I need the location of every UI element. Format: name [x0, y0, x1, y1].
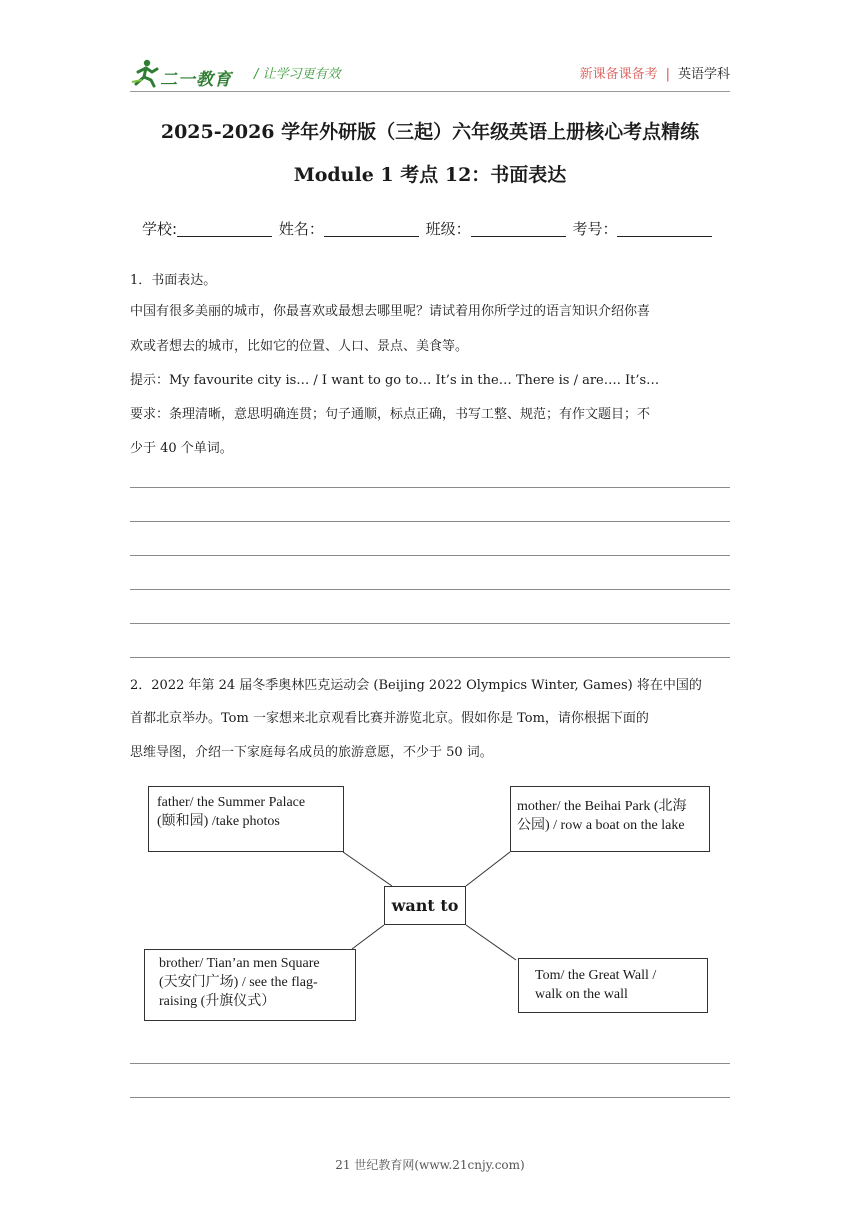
mindmap-brother-box: [144, 949, 356, 1021]
brother-line2: (天安门广场) / see the flag-: [159, 975, 318, 990]
slogan: / 让学习更有效: [254, 67, 341, 82]
mother-line1: mother/ the Beihai Park (北海: [517, 799, 687, 814]
mother-line2: 公园) / row a boat on the lake: [517, 818, 685, 833]
mindmap-mother-box: [510, 786, 710, 852]
brother-line1: brother/ Tian’an men Square: [159, 956, 320, 971]
mindmap-center: want to: [384, 886, 466, 925]
name-label: 姓名：: [278, 220, 324, 238]
header-subject: 英语学科: [677, 67, 730, 82]
father-line2: (颐和园) /take photos: [157, 814, 280, 829]
page-footer: 21 世纪教育网(www.21cnjy.com): [335, 1158, 525, 1172]
brother-line3: raising (升旗仪式）: [159, 994, 276, 1009]
school-label: 学校:: [142, 220, 178, 238]
father-line1: father/ the Summer Palace: [157, 795, 306, 810]
header-right-text: 新课备课备考: [579, 67, 658, 82]
tom-line2: walk on the wall: [535, 987, 628, 1002]
connector-tom: [466, 925, 516, 960]
connector-brother: [352, 925, 384, 949]
connector-mother: [466, 852, 510, 886]
page-title: 2025-2026 学年外研版（三起）六年级英语上册核心考点精练: [160, 121, 700, 143]
answer-line[interactable]: [130, 1097, 730, 1098]
tom-line1: Tom/ the Great Wall /: [535, 968, 657, 983]
mindmap-tom-box: [518, 958, 708, 1013]
q1-para-line1: 中国有很多美丽的城市，你最喜欢或最想去哪里呢？请试着用你所学过的语言知识介绍你喜: [130, 304, 651, 319]
header-separator: |: [665, 67, 670, 82]
connector-father: [343, 852, 392, 886]
q1-para-line2: 欢或者想去的城市，比如它的位置、人口、景点、美食等。: [130, 339, 469, 354]
q1-hint: 提示：My favourite city is… / I want to go to… It’s in the… There is / are…. It’s…: [130, 373, 660, 388]
mindmap-father-box: [148, 786, 344, 852]
exam-no-label: 考号：: [572, 220, 618, 238]
q1-title: 1．书面表达。: [130, 273, 217, 288]
q1-req-line1: 要求：条理清晰，意思明确连贯；句子通顺，标点正确，书写工整、规范；有作文题目；不: [130, 407, 651, 422]
q2-line2: 首都北京举办。Tom 一家想来北京观看比赛并游览北京。假如你是 Tom，请你根据下面的: [130, 711, 649, 726]
page-subtitle: Module 1 考点 12：书面表达: [293, 164, 567, 186]
q2-line3: 思维导图，介绍一下家庭每名成员的旅游意愿，不少于 50 词。: [130, 745, 493, 760]
logo-text: 二一教育: [160, 70, 232, 90]
answer-line[interactable]: [130, 1063, 730, 1064]
class-label: 班级：: [425, 220, 471, 238]
q2-line1: 2．2022 年第 24 届冬季奥林匹克运动会 (Beijing 2022 Olympics Winter, Games) 将在中国的: [130, 678, 702, 693]
q1-req-line2: 少于 40 个单词。: [130, 441, 233, 456]
